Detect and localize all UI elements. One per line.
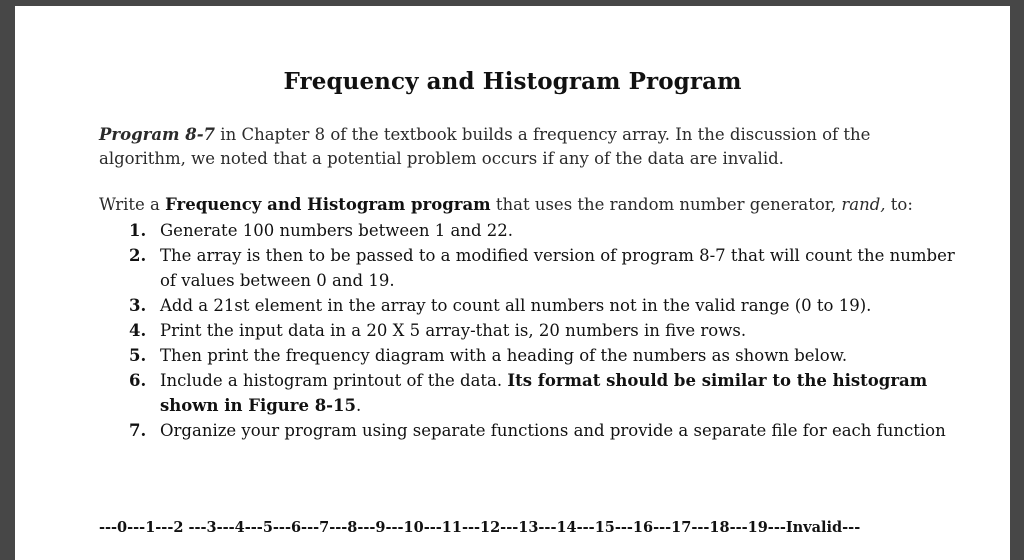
list-item	[129, 293, 959, 318]
task-paragraph	[99, 193, 959, 217]
frequency-heading: ---0---1---2 ---3---4---5---6---7---8---9---10---11---12---13---14---15---16---17---18---19---Invalid---	[99, 519, 861, 536]
list-item	[129, 218, 959, 243]
step-after: .	[356, 396, 362, 415]
step-number: 7.	[129, 421, 147, 440]
step-text: Generate 100 numbers between 1 and 22.	[160, 221, 514, 240]
task-suffix: to:	[885, 195, 913, 214]
task-prefix: Write a	[99, 195, 166, 214]
program-name: Frequency and Histogram program	[165, 195, 491, 214]
step-bold: Its format should be similar to the histogram shown in Figure 8-15	[160, 371, 928, 415]
program-reference: Program 8-7	[99, 125, 216, 144]
intro-text: in Chapter 8 of the textbook builds a frequency array. In the discussion of the algorithm, we noted that a potential problem occurs if any of the data are invalid.	[99, 125, 871, 168]
step-text: Add a 21st element in the array to count all numbers not in the valid range (0 to 19).	[160, 296, 872, 315]
step-text: Organize your program using separate functions and provide a separate file for each function	[160, 421, 946, 440]
rand-function: rand,	[841, 195, 886, 214]
list-item	[129, 243, 959, 293]
task-middle: that uses the random number generator,	[490, 195, 842, 214]
step-number: 4.	[129, 321, 147, 340]
step-text: Then print the frequency diagram with a heading of the numbers as shown below.	[160, 346, 848, 365]
list-item	[129, 343, 959, 368]
step-text: Include a histogram printout of the data.	[160, 371, 508, 390]
step-number: 2.	[129, 246, 147, 265]
intro-paragraph	[99, 123, 939, 171]
list-item	[129, 418, 959, 443]
list-item	[129, 368, 959, 418]
page-title: Frequency and Histogram Program	[283, 68, 742, 95]
document-page	[15, 6, 1010, 560]
step-text: Print the input data in a 20 X 5 array-that is, 20 numbers in five rows.	[160, 321, 747, 340]
step-number: 5.	[129, 346, 147, 365]
step-number: 1.	[129, 221, 147, 240]
list-item	[129, 318, 959, 343]
step-number: 3.	[129, 296, 147, 315]
steps-list	[129, 218, 959, 443]
step-number: 6.	[129, 371, 147, 390]
step-text: The array is then to be passed to a modified version of program 8-7 that will count the number of values between 0 and 19.	[160, 246, 955, 290]
